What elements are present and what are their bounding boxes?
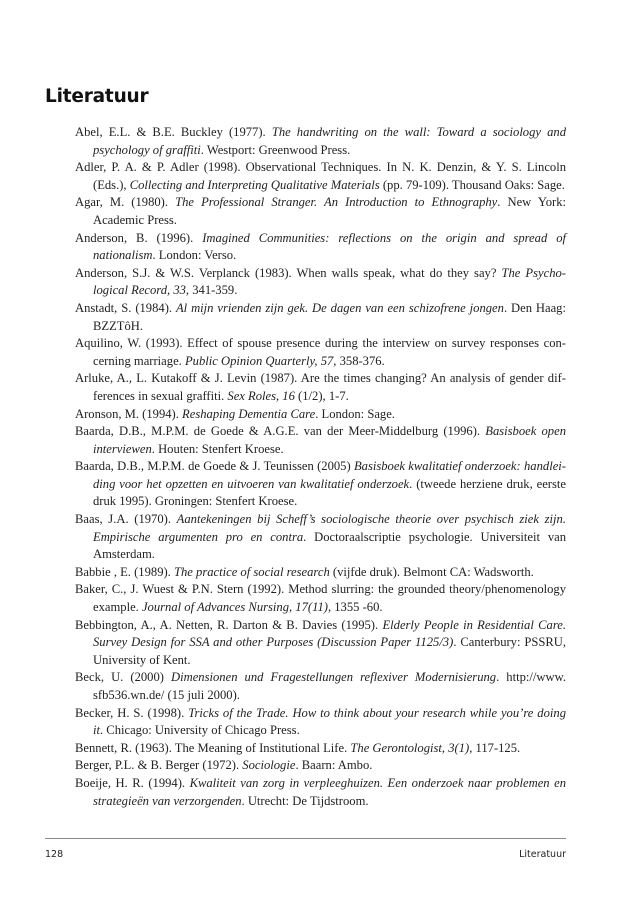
reference-text: Becker, H. S. (1998). xyxy=(75,705,189,720)
reference-text: Anderson, B. (1996). xyxy=(75,230,203,245)
reference-text: . http://www.​sfb536.wn.de/ (15 juli 2000). xyxy=(93,670,567,702)
reference-title: Tricks of the Trade. How to think about your research while you’re doing it xyxy=(93,705,566,738)
reference-text: Bennett, R. (1963). The Meaning of Institutional Life. xyxy=(75,740,351,755)
reference-entry xyxy=(75,423,566,458)
reference-text: , 1355 -60. xyxy=(327,600,383,615)
reference-entry xyxy=(75,705,566,740)
reference-entry xyxy=(75,159,566,194)
reference-text: Baarda, D.B., M.P.M. de Goede & J. Teunissen (2005) xyxy=(75,459,354,474)
reference-title: Aantekeningen bij Scheff’s sociologische theorie over psychisch ziek zijn. Empirische argumenten pro en contra xyxy=(93,512,567,544)
reference-text: Anderson, S.J. & W.S. Verplanck (1983). When walls speak, what do they say? xyxy=(75,265,502,280)
section-heading: Literatuur xyxy=(45,86,149,107)
reference-text: . Chicago: University of Chicago Press. xyxy=(100,723,300,738)
reference-text: . (tweede herziene druk, eerste druk 1995). Groningen: Stenfert Kroese. xyxy=(93,476,566,509)
reference-title: Collecting and Interpreting Qualitative Materials xyxy=(129,177,380,192)
reference-title: Sociologie xyxy=(242,758,296,773)
reference-title: Dimensionen und Fragestellungen reflexiver Modernisierung xyxy=(171,670,497,685)
reference-text: . Doctoraalscriptie psychologie. Universiteit van Amsterdam. xyxy=(93,529,566,562)
reference-text: Boeije, H. R. (1994). xyxy=(75,775,190,790)
reference-text: . Westport: Greenwood Press. xyxy=(200,142,351,157)
reference-entry xyxy=(75,335,566,370)
reference-entry xyxy=(75,775,566,810)
reference-entry xyxy=(75,617,566,670)
reference-text: . Den Haag: BZZTôH. xyxy=(93,300,566,333)
reference-title: Basisboek kwalitatief onderzoek: handleiding voor het opzetten en uitvoeren van kwalitatief onderzoek xyxy=(93,459,566,491)
reference-title: Public Opinion Quarterly, 57 xyxy=(184,353,334,368)
reference-title: The practice of social research xyxy=(173,564,330,579)
reference-text: , 341-359. xyxy=(185,283,238,298)
reference-text: . New York: Academic Press. xyxy=(93,195,566,227)
reference-text: Aronson, M. (1994). xyxy=(75,406,183,421)
reference-text: Beck, U. (2000) xyxy=(75,670,172,685)
reference-text: Babbie , E. (1989). xyxy=(75,564,174,579)
reference-text: Adler, P. A. & P. Adler (1998). Observational Techniques. In N. K. Denzin, & Y. S. Lincoln (Eds.), xyxy=(75,160,566,192)
reference-entry xyxy=(75,124,566,159)
running-footer-title: Literatuur xyxy=(519,849,566,860)
reference-text: , 117-125. xyxy=(469,740,521,755)
reference-title: Reshaping Dementia Care xyxy=(182,406,316,421)
reference-text: . London: Verso. xyxy=(152,248,237,263)
reference-entry xyxy=(75,669,566,704)
reference-text: . Houten: Stenfert Kroese. xyxy=(151,441,284,456)
reference-text: , 358-376. xyxy=(333,353,385,368)
footer-divider xyxy=(45,838,566,839)
reference-entry xyxy=(75,740,566,758)
reference-text: . Canterbury: PSSRU, University of Kent. xyxy=(93,635,566,667)
reference-title: Sex Roles, 16 xyxy=(227,388,295,403)
reference-title: Elderly People in Residential Care. Survey Design for SSA and other Purposes (Discussion Paper 1125/3) xyxy=(93,617,567,650)
reference-text: Anstadt, S. (1984). xyxy=(75,300,176,315)
reference-text: Bebbington, A., A. Netten, R. Darton & B. Davies (1995). xyxy=(75,617,383,632)
reference-title: The handwriting on the wall: Toward a sociology and psychology of graffiti xyxy=(93,125,566,157)
reference-entry xyxy=(75,581,566,616)
reference-text: . Utrecht: De Tijdstroom. xyxy=(241,793,369,808)
reference-title: Basisboek open interviewen xyxy=(93,424,566,456)
reference-text: Abel, E.L. & B.E. Buckley (1977). xyxy=(75,125,272,139)
reference-text: (vijfde druk). Belmont CA: Wadsworth. xyxy=(329,564,534,579)
reference-list xyxy=(75,124,566,810)
reference-entry xyxy=(75,194,566,229)
reference-text: Aquilino, W. (1993). Effect of spouse presence during the interview on survey responses concerning marriage. xyxy=(75,336,566,368)
reference-title: The Professional Stranger. An Introduction to Ethnography xyxy=(175,195,498,210)
reference-text: Baker, C., J. Wuest & P.N. Stern (1992). Method slurring: the grounded theory/phenomenology example. xyxy=(75,582,566,615)
reference-title: Imagined Communities: reflections on the origin and spread of nationalism xyxy=(93,230,566,263)
reference-entry xyxy=(75,300,566,335)
reference-text: Berger, P.L. & B. Berger (1972). xyxy=(75,758,243,773)
reference-entry xyxy=(75,406,566,424)
reference-title: Journal of Advances Nursing, 17(11) xyxy=(141,600,328,615)
reference-text: Arluke, A., L. Kutakoff & J. Levin (1987). Are the times changing? An analysis of gender differences in sexual graffiti. xyxy=(75,371,566,403)
reference-entry xyxy=(75,265,566,300)
reference-entry xyxy=(75,458,566,511)
reference-text: . London: Sage. xyxy=(315,406,395,421)
reference-text: Agar, M. (1980). xyxy=(75,195,176,210)
reference-text: Baarda, D.B., M.P.M. de Goede & A.G.E. van der Meer-Middelburg (1996). xyxy=(75,424,486,439)
reference-text: (1/2), 1-7. xyxy=(294,388,349,403)
page-number: 128 xyxy=(45,849,64,860)
reference-text: Baas, J.A. (1970). xyxy=(75,512,177,527)
reference-entry xyxy=(75,564,566,582)
reference-text: (pp. 79-109). Thousand Oaks: Sage. xyxy=(379,177,565,192)
reference-text: . Baarn: Ambo. xyxy=(295,758,373,773)
reference-title: The Psychological Record, 33 xyxy=(93,265,566,298)
reference-entry xyxy=(75,757,566,775)
reference-entry xyxy=(75,511,566,564)
reference-entry xyxy=(75,370,566,405)
reference-title: The Gerontologist, 3(1) xyxy=(350,740,470,755)
reference-title: Al mijn vrienden zijn gek. De dagen van een schizofrene jongen xyxy=(175,300,504,315)
reference-entry xyxy=(75,230,566,265)
reference-title: Kwaliteit van zorg in verpleeghuizen. Een onderzoek naar problemen en strategieën van verzorgenden xyxy=(93,775,566,808)
